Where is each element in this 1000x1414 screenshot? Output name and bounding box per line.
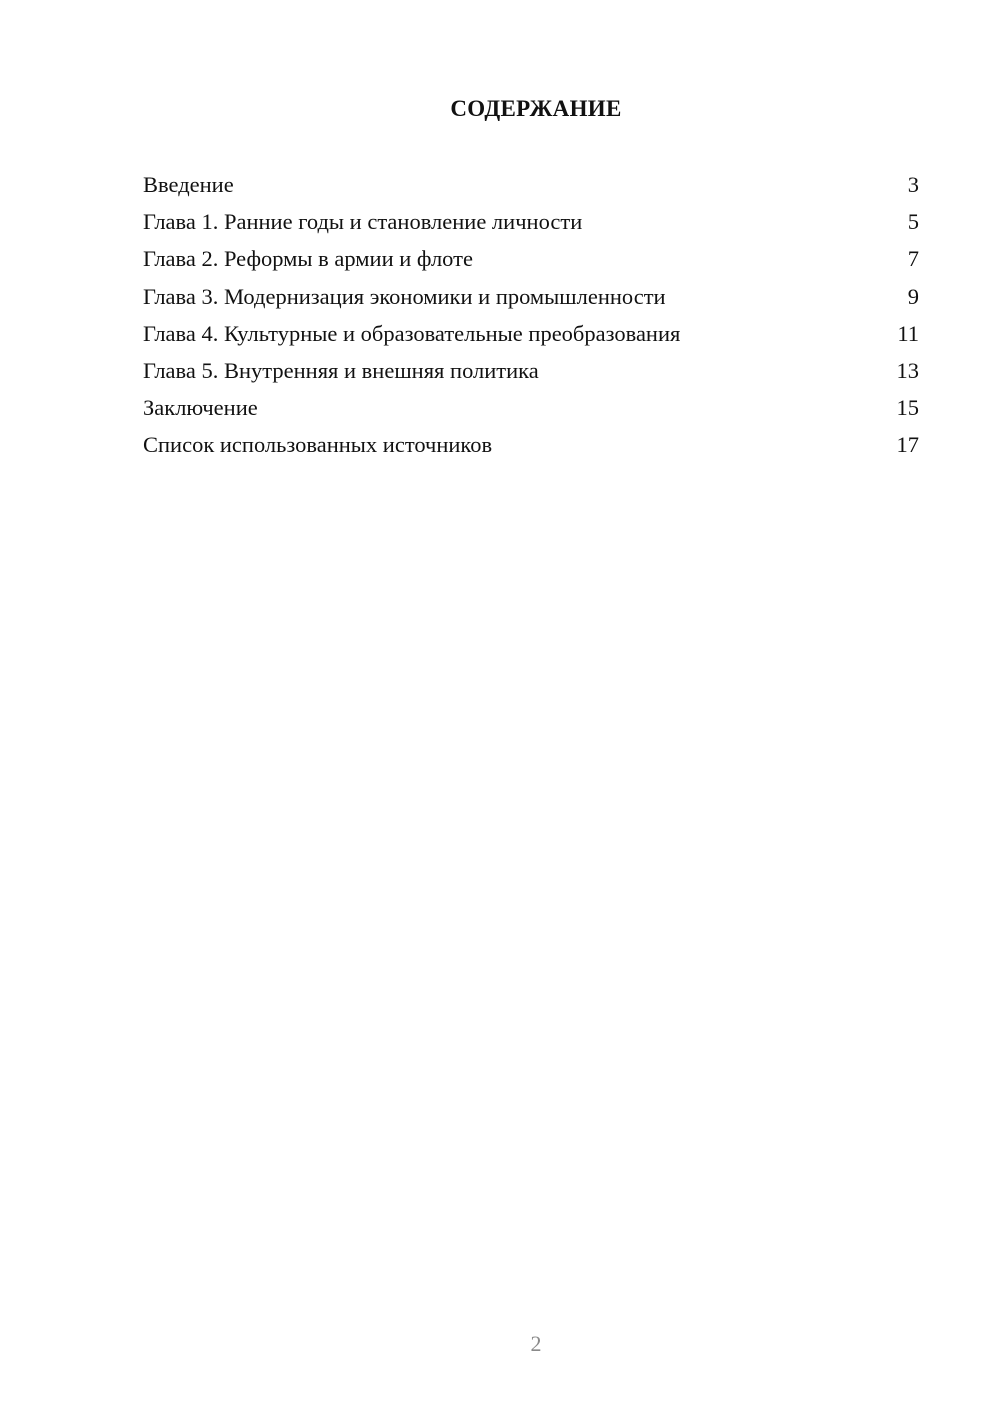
toc-entry-conclusion	[143, 391, 919, 428]
toc-entry-label: Заключение	[143, 395, 258, 421]
toc-entry-label: Введение	[143, 172, 234, 197]
toc-entry-chapter-1	[143, 205, 919, 242]
toc-entry-page: 3	[907, 172, 919, 197]
toc-entry-sources	[143, 428, 919, 465]
toc-entry-page: 17	[896, 432, 919, 458]
toc-entry-chapter-4	[143, 317, 919, 354]
toc-entry-label: Глава 1. Ранние годы и становление личности	[143, 209, 583, 235]
toc-entry-label: Глава 2. Реформы в армии и флоте	[143, 246, 473, 272]
toc-entry-chapter-2	[143, 242, 919, 279]
toc-entry-page: 13	[896, 357, 919, 383]
toc-entry-chapter-5	[143, 354, 919, 391]
toc-entry-label: Глава 5. Внутренняя и внешняя политика	[143, 357, 539, 383]
table-of-contents	[143, 168, 919, 466]
toc-entry-page: 7	[907, 246, 919, 272]
toc-entry-chapter-3	[143, 280, 919, 317]
toc-entry-page: 15	[896, 395, 919, 421]
toc-entry-introduction	[143, 168, 919, 205]
toc-entry-label: Список использованных источников	[143, 432, 493, 458]
page-title: СОДЕРЖАНИЕ	[450, 96, 622, 121]
page-number: 2	[530, 1331, 542, 1356]
toc-entry-page: 11	[897, 320, 919, 346]
toc-entry-label: Глава 3. Модернизация экономики и промышленности	[143, 283, 666, 309]
toc-entry-page: 5	[907, 209, 919, 235]
toc-entry-label: Глава 4. Культурные и образовательные преобразования	[143, 320, 681, 346]
toc-entry-page: 9	[907, 283, 919, 309]
